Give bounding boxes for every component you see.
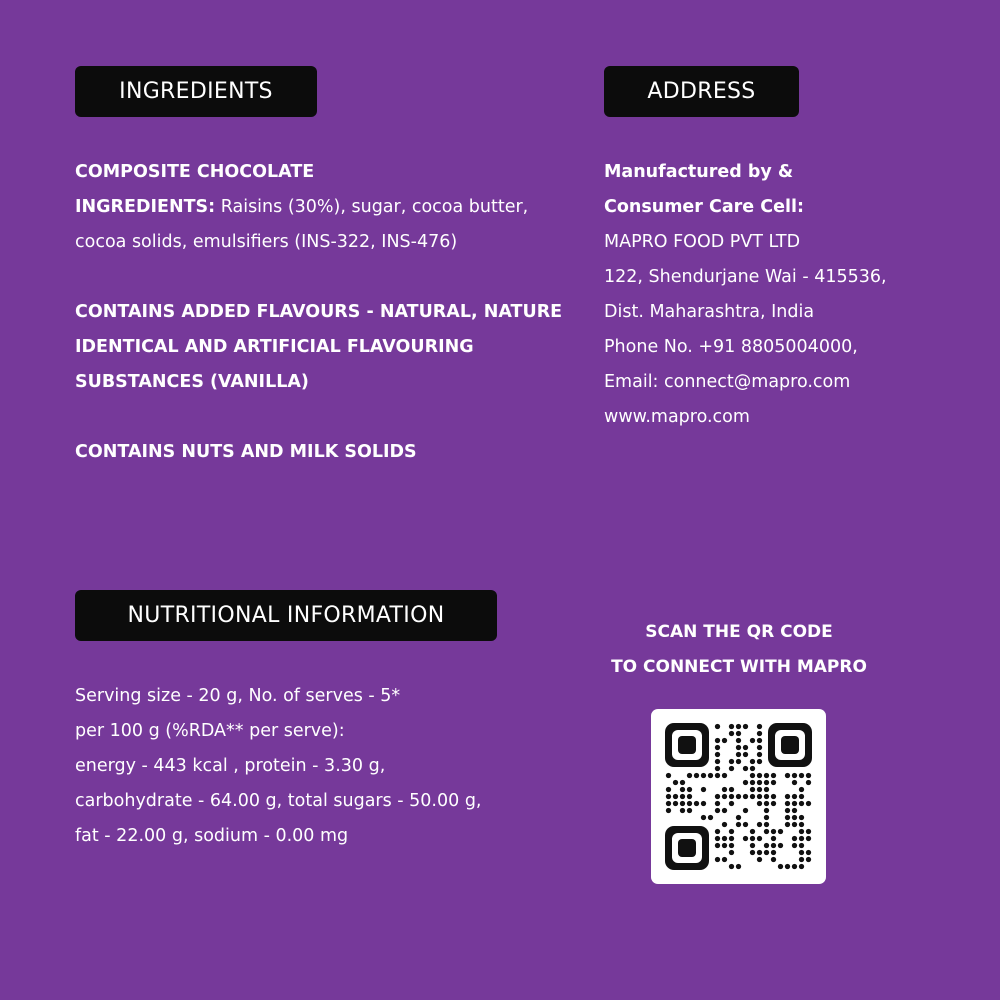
- qr-module: [673, 801, 678, 806]
- qr-module: [806, 836, 811, 841]
- qr-module: [757, 787, 762, 792]
- qr-module: [736, 815, 741, 820]
- qr-module: [680, 780, 685, 785]
- qr-caption-line-1: SCAN THE QR CODE: [645, 622, 833, 642]
- qr-module: [729, 836, 734, 841]
- ingredients-label: INGREDIENTS:: [75, 197, 216, 217]
- qr-module: [715, 724, 720, 729]
- qr-module: [708, 773, 713, 778]
- qr-module: [666, 794, 671, 799]
- qr-module: [771, 780, 776, 785]
- qr-module: [757, 759, 762, 764]
- per-100g-label: per 100 g (%RDA** per serve):: [75, 721, 345, 741]
- qr-module: [743, 780, 748, 785]
- qr-module: [736, 759, 741, 764]
- qr-module: [785, 794, 790, 799]
- qr-module: [750, 738, 755, 743]
- qr-module: [701, 787, 706, 792]
- qr-module: [715, 745, 720, 750]
- qr-module: [736, 745, 741, 750]
- qr-module: [792, 822, 797, 827]
- qr-module: [785, 815, 790, 820]
- qr-module: [764, 773, 769, 778]
- qr-module: [799, 850, 804, 855]
- qr-module: [673, 794, 678, 799]
- flavours-line-2: IDENTICAL AND ARTIFICIAL FLAVOURING: [75, 337, 474, 357]
- phone-number: Phone No. +91 8805004000,: [604, 337, 858, 357]
- qr-module: [799, 801, 804, 806]
- fat-sodium: fat - 22.00 g, sodium - 0.00 mg: [75, 826, 349, 846]
- qr-module: [785, 773, 790, 778]
- qr-module: [792, 836, 797, 841]
- qr-module: [750, 766, 755, 771]
- qr-module: [764, 822, 769, 827]
- qr-module: [743, 808, 748, 813]
- qr-module: [750, 773, 755, 778]
- qr-module: [806, 801, 811, 806]
- qr-module: [715, 829, 720, 834]
- qr-module: [722, 836, 727, 841]
- qr-module: [785, 822, 790, 827]
- qr-module: [806, 780, 811, 785]
- qr-module: [680, 787, 685, 792]
- ingredients-section: [75, 155, 585, 505]
- qr-module: [792, 843, 797, 848]
- qr-module: [743, 752, 748, 757]
- qr-module: [785, 864, 790, 869]
- qr-module: [729, 731, 734, 736]
- qr-module: [799, 787, 804, 792]
- qr-caption-line-2: TO CONNECT WITH MAPRO: [611, 657, 867, 677]
- flavours-statement: [75, 295, 585, 400]
- qr-module: [750, 836, 755, 841]
- carbs-sugars: carbohydrate - 64.00 g, total sugars - 50.00 g,: [75, 791, 482, 811]
- qr-module: [722, 857, 727, 862]
- qr-module: [687, 794, 692, 799]
- qr-module: [680, 801, 685, 806]
- qr-module: [708, 815, 713, 820]
- qr-module: [729, 787, 734, 792]
- qr-module: [750, 780, 755, 785]
- qr-module: [778, 829, 783, 834]
- nutrition-section: [75, 679, 575, 854]
- qr-module: [750, 794, 755, 799]
- address-heading: ADDRESS: [604, 66, 799, 117]
- qr-module: [792, 773, 797, 778]
- qr-module: [799, 773, 804, 778]
- qr-module: [792, 815, 797, 820]
- qr-module: [687, 801, 692, 806]
- qr-module: [764, 829, 769, 834]
- qr-module: [722, 773, 727, 778]
- qr-module: [799, 843, 804, 848]
- qr-module: [743, 822, 748, 827]
- qr-module: [729, 864, 734, 869]
- qr-module: [743, 766, 748, 771]
- qr-module: [694, 773, 699, 778]
- qr-module: [729, 850, 734, 855]
- qr-module: [757, 822, 762, 827]
- qr-module: [743, 794, 748, 799]
- qr-module: [666, 808, 671, 813]
- qr-module: [757, 857, 762, 862]
- qr-module: [757, 724, 762, 729]
- address-section: [604, 155, 984, 435]
- qr-module: [757, 731, 762, 736]
- qr-module: [715, 801, 720, 806]
- qr-module: [799, 836, 804, 841]
- qr-module: [792, 864, 797, 869]
- qr-module: [743, 724, 748, 729]
- qr-module: [687, 787, 692, 792]
- qr-module: [750, 787, 755, 792]
- qr-module: [750, 829, 755, 834]
- qr-module: [757, 780, 762, 785]
- qr-module: [687, 773, 692, 778]
- ingredients-list-cont: cocoa solids, emulsifiers (INS-322, INS-476): [75, 232, 458, 252]
- qr-module: [792, 801, 797, 806]
- qr-module: [743, 745, 748, 750]
- qr-module: [764, 815, 769, 820]
- qr-module: [715, 759, 720, 764]
- qr-module: [729, 759, 734, 764]
- qr-module: [722, 822, 727, 827]
- qr-module: [736, 822, 741, 827]
- qr-module: [715, 857, 720, 862]
- qr-module: [715, 836, 720, 841]
- qr-module: [715, 738, 720, 743]
- qr-module: [806, 850, 811, 855]
- qr-module: [771, 843, 776, 848]
- flavours-line-1: CONTAINS ADDED FLAVOURS - NATURAL, NATURE: [75, 302, 563, 322]
- qr-module: [778, 843, 783, 848]
- qr-module: [673, 780, 678, 785]
- qr-code-icon: [665, 723, 812, 870]
- qr-module: [764, 801, 769, 806]
- qr-module: [764, 787, 769, 792]
- qr-module: [778, 864, 783, 869]
- qr-module: [750, 843, 755, 848]
- flavours-line-3: SUBSTANCES (VANILLA): [75, 372, 309, 392]
- qr-module: [792, 794, 797, 799]
- qr-module: [722, 738, 727, 743]
- qr-module: [757, 836, 762, 841]
- qr-module: [729, 801, 734, 806]
- qr-module: [701, 815, 706, 820]
- qr-module: [743, 836, 748, 841]
- qr-module: [687, 808, 692, 813]
- qr-caption: [604, 615, 874, 685]
- qr-module: [715, 843, 720, 848]
- qr-module: [806, 829, 811, 834]
- qr-module: [771, 857, 776, 862]
- qr-module: [736, 738, 741, 743]
- qr-module: [680, 808, 685, 813]
- qr-module: [799, 794, 804, 799]
- qr-module: [750, 759, 755, 764]
- qr-module: [806, 857, 811, 862]
- qr-module: [764, 808, 769, 813]
- qr-module: [722, 843, 727, 848]
- qr-module: [757, 773, 762, 778]
- qr-module: [771, 794, 776, 799]
- qr-module: [666, 801, 671, 806]
- qr-module: [666, 773, 671, 778]
- nutrition-heading: NUTRITIONAL INFORMATION: [75, 590, 497, 641]
- allergen-statement: CONTAINS NUTS AND MILK SOLIDS: [75, 442, 417, 462]
- qr-module: [771, 801, 776, 806]
- qr-module: [680, 794, 685, 799]
- qr-module: [729, 829, 734, 834]
- company-name: MAPRO FOOD PVT LTD: [604, 232, 801, 252]
- qr-module: [771, 850, 776, 855]
- qr-module: [757, 794, 762, 799]
- qr-module: [715, 752, 720, 757]
- qr-module: [729, 794, 734, 799]
- qr-module: [715, 808, 720, 813]
- qr-module: [736, 794, 741, 799]
- qr-module: [715, 773, 720, 778]
- qr-module: [715, 794, 720, 799]
- qr-module: [729, 724, 734, 729]
- care-cell-label: Consumer Care Cell:: [604, 197, 804, 217]
- qr-module: [785, 808, 790, 813]
- qr-module: [666, 787, 671, 792]
- qr-module: [715, 766, 720, 771]
- qr-module: [764, 850, 769, 855]
- ingredients-list: Raisins (30%), sugar, cocoa butter,: [215, 197, 529, 217]
- qr-module: [701, 773, 706, 778]
- qr-module: [722, 808, 727, 813]
- district: Dist. Maharashtra, India: [604, 302, 815, 322]
- qr-module: [722, 794, 727, 799]
- ingredients-paragraph: [75, 155, 585, 260]
- qr-module: [764, 780, 769, 785]
- qr-module: [736, 724, 741, 729]
- qr-module: [799, 864, 804, 869]
- qr-module: [757, 738, 762, 743]
- email-address: Email: connect@mapro.com: [604, 372, 851, 392]
- qr-module: [701, 801, 706, 806]
- qr-module: [736, 731, 741, 736]
- street-address: 122, Shendurjane Wai - 415536,: [604, 267, 887, 287]
- qr-module: [771, 829, 776, 834]
- serving-size: Serving size - 20 g, No. of serves - 5*: [75, 686, 401, 706]
- qr-module: [722, 787, 727, 792]
- qr-module: [799, 857, 804, 862]
- qr-module: [771, 836, 776, 841]
- qr-module: [792, 780, 797, 785]
- qr-module: [757, 745, 762, 750]
- qr-module: [806, 773, 811, 778]
- qr-module: [785, 801, 790, 806]
- qr-module: [729, 766, 734, 771]
- qr-code[interactable]: [651, 709, 826, 884]
- qr-module: [736, 864, 741, 869]
- qr-module: [729, 843, 734, 848]
- qr-module: [750, 850, 755, 855]
- qr-module: [799, 829, 804, 834]
- qr-module: [757, 850, 762, 855]
- qr-module: [799, 822, 804, 827]
- qr-module: [757, 801, 762, 806]
- qr-module: [757, 752, 762, 757]
- energy-protein: energy - 443 kcal , protein - 3.30 g,: [75, 756, 386, 776]
- qr-module: [736, 752, 741, 757]
- composite-line: COMPOSITE CHOCOLATE: [75, 162, 315, 182]
- website-link: www.mapro.com: [604, 407, 750, 427]
- qr-module: [771, 773, 776, 778]
- qr-module: [764, 843, 769, 848]
- qr-module: [799, 815, 804, 820]
- qr-module: [792, 808, 797, 813]
- manufacturer-label: Manufactured by &: [604, 162, 794, 182]
- ingredients-heading: INGREDIENTS: [75, 66, 317, 117]
- qr-module: [764, 794, 769, 799]
- qr-module: [694, 801, 699, 806]
